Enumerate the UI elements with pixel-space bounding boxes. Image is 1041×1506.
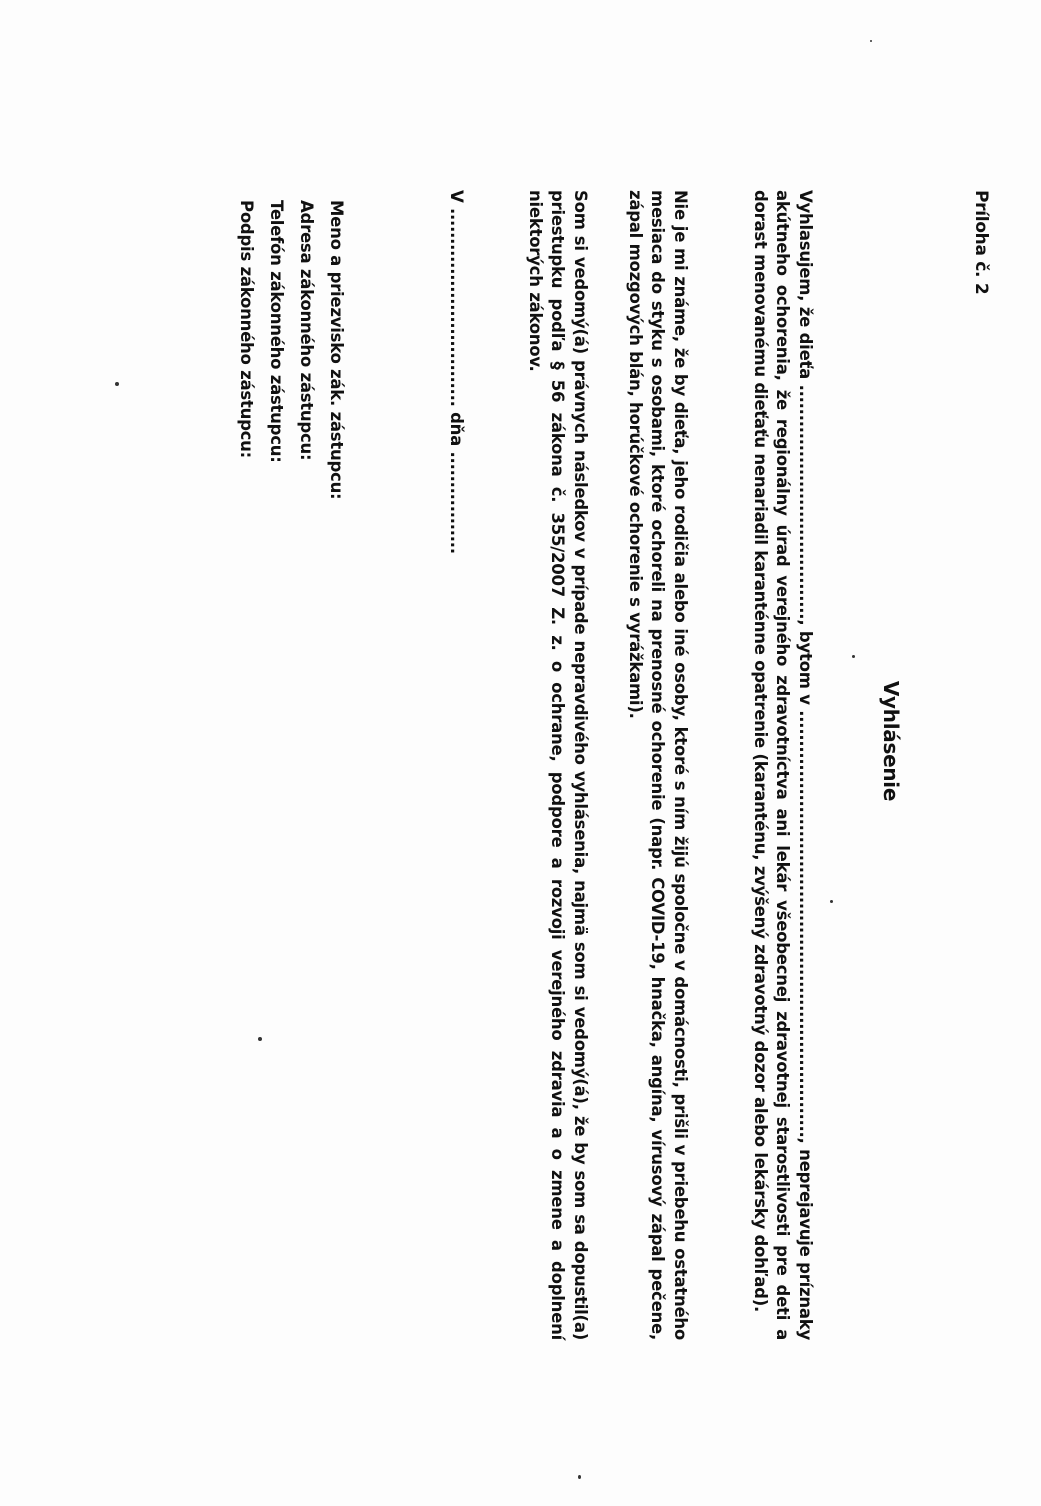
scan-speck	[870, 40, 872, 42]
signature-field-signature: Podpis zákonného zástupcu:	[237, 200, 256, 459]
scan-speck	[115, 382, 119, 386]
signature-field-address: Adresa zákonného zástupcu:	[297, 200, 316, 461]
document-title	[879, 0, 903, 1506]
annex-label: Príloha č. 2	[971, 190, 991, 295]
place-date-line: V ................................. dňa .................	[447, 190, 466, 554]
scan-speck	[852, 655, 855, 658]
declaration-paragraph-1: Vyhlasujem, že dieťa ......................................., bytom v ......................................................................., neprejavuje príznaky akútneho ochorenia, že regionálny úrad verejného zdravotníctva ani lekár všeobecnej zdravotnej starostlivosti pre deti a dorast menovanému dieťaťu nenariadil karanténne opatrenie (karanténu, zvýšený zdravotný dozor alebo lekársky dohľad).	[751, 190, 815, 1340]
document-title-text: Vyhlásenie	[879, 680, 903, 802]
declaration-paragraph-2: Nie je mi známe, že by dieťa, jeho rodičia alebo iné osoby, ktoré s ním žijú spoločne v domácnosti, prišli v priebehu ostatného mesiaca do styku s osobami, ktoré ochoreli na prenosné ochorenie (napr. COVID-19, hnačka, angína, vírusový zápal pečene, zápal mozgových blán, horúčkové ochorenie s vyrážkami).	[626, 190, 690, 1340]
scan-speck	[578, 1475, 581, 1479]
declaration-paragraph-3: Som si vedomý(á) právnych následkov v prípade nepravdivého vyhlásenia, najmä som si vedomý(á), že by som sa dopustil(a) priestupku podľa § 56 zákona č. 355/2007 Z. z. o ochrane, podpore a rozvoji verejného zdravia a o zmene a doplnení niektorých zákonov.	[526, 190, 590, 1340]
scan-speck	[258, 1037, 262, 1041]
signature-field-phone: Telefón zákonného zástupcu:	[267, 200, 286, 463]
scan-speck	[830, 900, 833, 903]
signature-field-name: Meno a priezvisko zák. zástupcu:	[327, 200, 346, 500]
